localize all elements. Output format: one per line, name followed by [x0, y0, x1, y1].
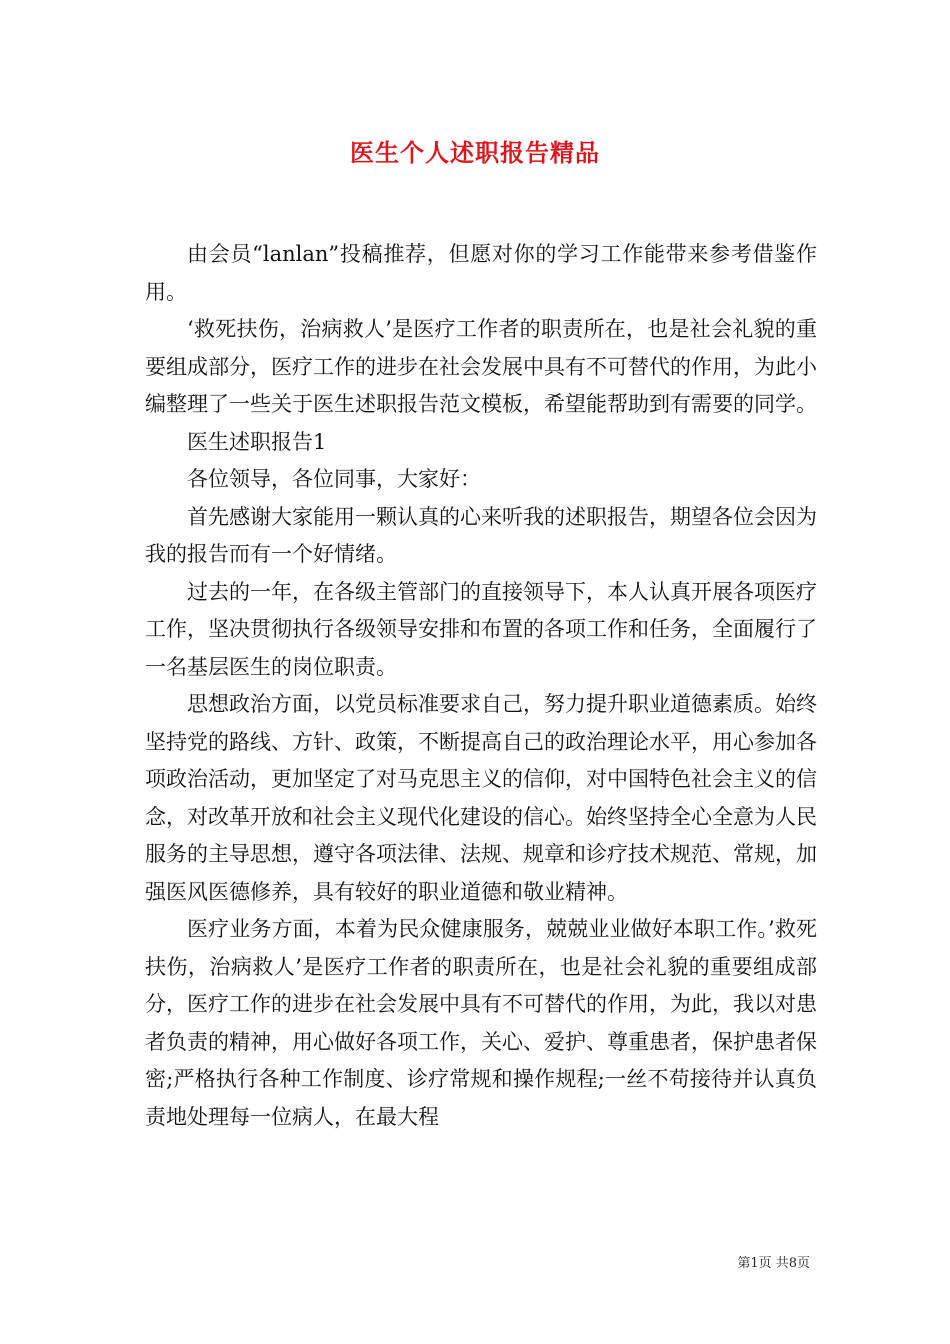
paragraph-intro: 由会员“lanlan”投稿推荐，但愿对你的学习工作能带来参考借鉴作用。	[145, 242, 817, 304]
paragraph-preface: ‘救死扶伤，治病救人’是医疗工作者的职责所在，也是社会礼貌的重要组成部分，医疗工作的进步在社会发展中具有不可替代的作用，为此小编整理了一些关于医生述职报告范文模板，希望能帮助到有需要的同学。	[145, 317, 817, 416]
paragraph-politics: 思想政治方面，以党员标准要求自己，努力提升职业道德素质。始终坚持党的路线、方针、政策，不断提高自己的政治理论水平，用心参加各项政治活动，更加坚定了对马克思主义的信仰，对中国特色社会主义的信念，对改革开放和社会主义现代化建设的信心。始终坚持全心全意为人民服务的主导思想，遵守各项法律、法规、规章和诊疗技术规范、常规，加强医风医德修养，具有较好的职业道德和敬业精神。	[145, 692, 817, 904]
document-title: 医生个人述职报告精品	[350, 138, 600, 167]
paragraph-medical: 医疗业务方面，本着为民众健康服务，兢兢业业做好本职工作。’救死扶伤，治病救人’是医疗工作者的职责所在，也是社会礼貌的重要组成部分，医疗工作的进步在社会发展中具有不可替代的作用，为此，我以对患者负责的精神，用心做好各项工作，关心、爱护、尊重患者，保护患者保密;严格执行各种工作制度、诊疗常规和操作规程;一丝不苟接待并认真负责地处理每一位病人，在最大程	[145, 917, 817, 1129]
document-body	[145, 236, 817, 1136]
paragraph-overview: 过去的一年，在各级主管部门的直接领导下，本人认真开展各项医疗工作，坚决贯彻执行各级领导安排和布置的各项工作和任务，全面履行了一名基层医生的岗位职责。	[145, 579, 817, 679]
page-number: 第1页 共8页	[737, 1256, 810, 1271]
section-heading: 医生述职报告1	[187, 429, 327, 454]
paragraph-greeting: 各位领导，各位同事，大家好：	[187, 467, 481, 491]
paragraph-thanks: 首先感谢大家能用一颗认真的心来听我的述职报告，期望各位会因为我的报告而有一个好情绪。	[145, 504, 817, 566]
